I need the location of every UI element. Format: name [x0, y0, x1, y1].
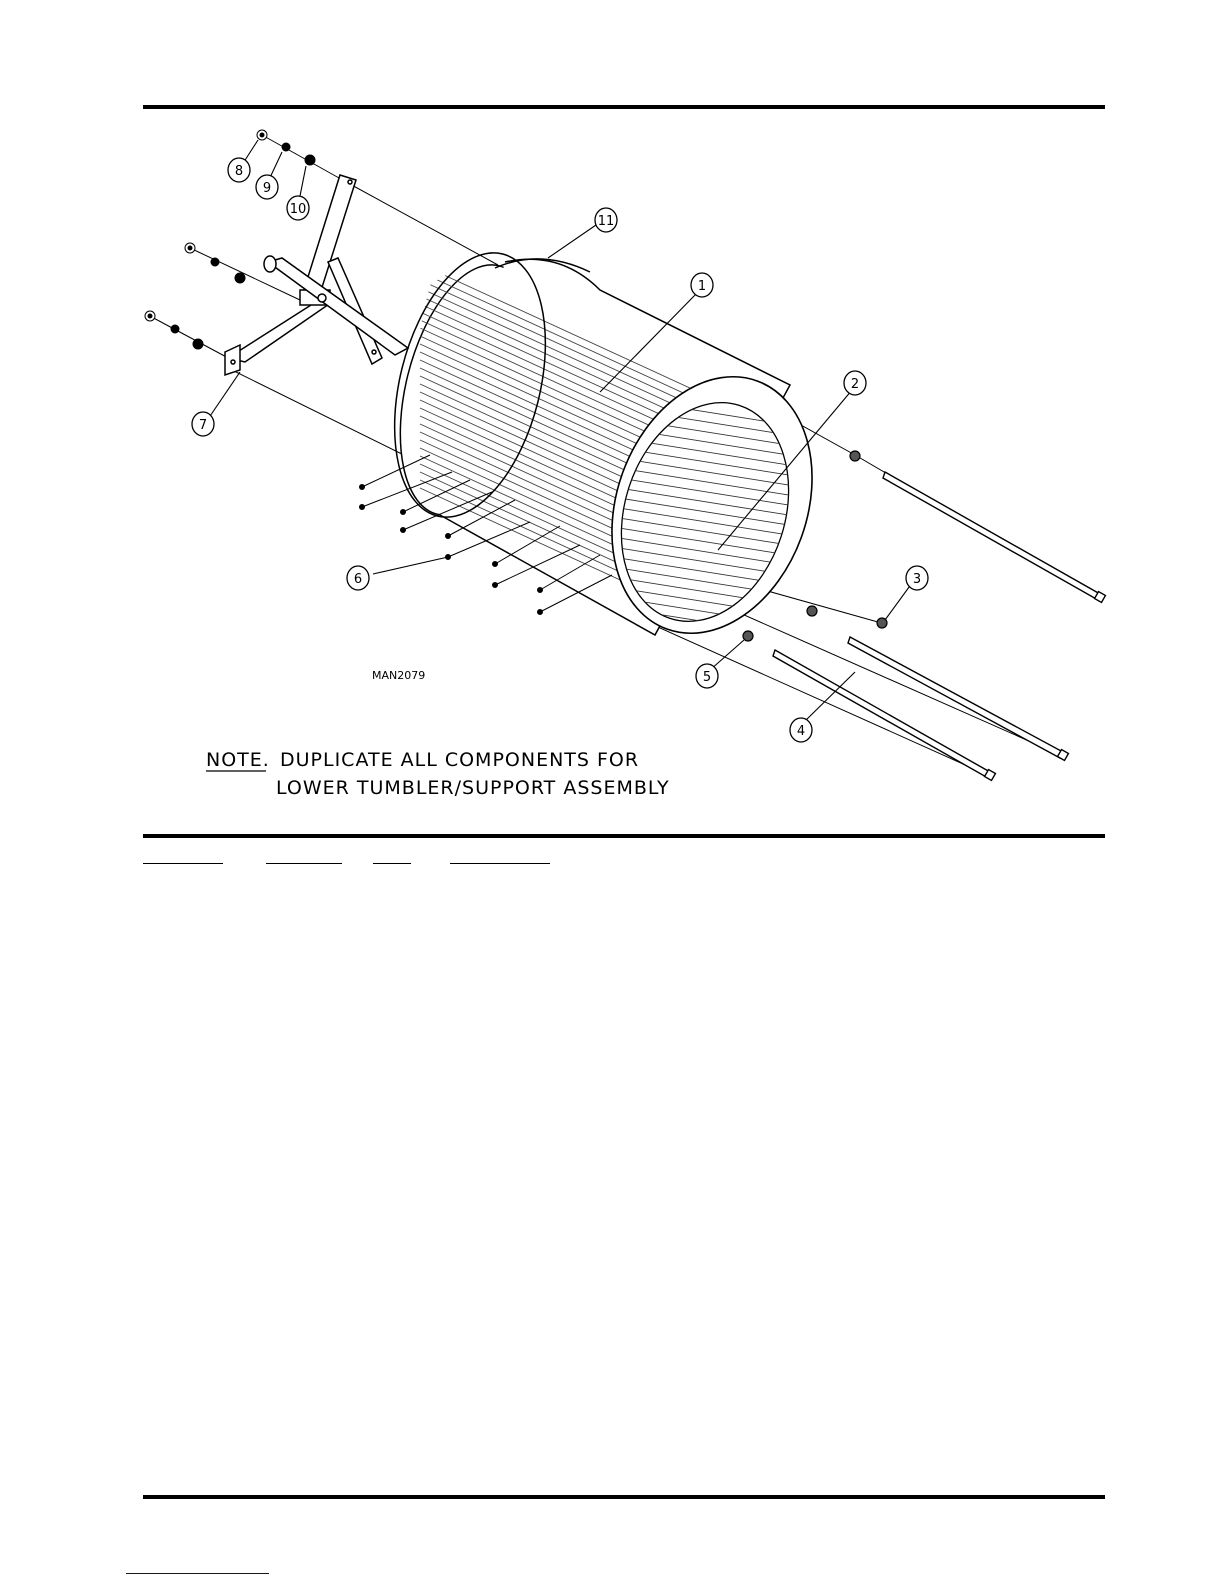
- callout-balloon-11: [595, 208, 617, 232]
- callout-balloon-7: [192, 412, 214, 436]
- callout-label-9: 9: [262, 181, 272, 196]
- drawing-code: MAN2079: [372, 669, 426, 682]
- callout-label-10: 10: [289, 202, 307, 217]
- support-bracket: [225, 175, 408, 375]
- callout-balloon-3: [906, 566, 928, 590]
- callout-balloon-4: [790, 718, 812, 742]
- callout-balloon-1: [691, 273, 713, 297]
- callout-balloon-6: [347, 566, 369, 590]
- callout-balloon-9: [256, 175, 278, 199]
- callout-label-2: 2: [850, 377, 860, 392]
- note-line-1: DUPLICATE ALL COMPONENTS FOR: [280, 749, 640, 771]
- callout-label-1: 1: [697, 279, 707, 294]
- callout-label-3: 3: [912, 572, 922, 587]
- callout-label-8: 8: [234, 164, 244, 179]
- callout-label-4: 4: [796, 724, 806, 739]
- callout-label-11: 11: [597, 214, 615, 229]
- callout-balloon-10: [287, 196, 309, 220]
- note-line-2: LOWER TUMBLER/SUPPORT ASSEMBLY: [276, 777, 670, 799]
- callout-balloon-8: [228, 158, 250, 182]
- callout-balloon-5: [696, 664, 718, 688]
- callout-balloon-2: [844, 371, 866, 395]
- callout-label-6: 6: [353, 572, 363, 587]
- note-label: NOTE.: [206, 749, 270, 771]
- tie-rods: [773, 472, 1105, 780]
- callout-label-7: 7: [198, 418, 208, 433]
- callout-label-5: 5: [702, 670, 712, 685]
